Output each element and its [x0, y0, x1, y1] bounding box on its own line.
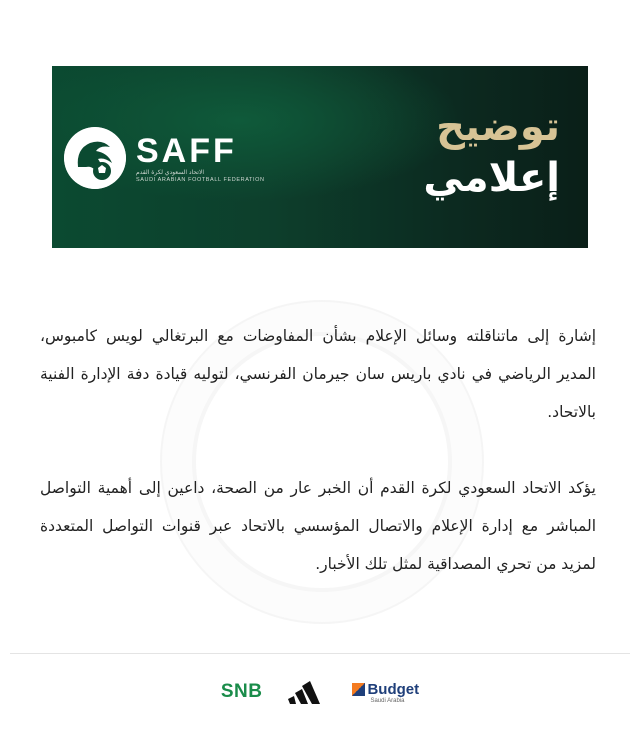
budget-logo	[352, 681, 419, 704]
budget-mark-icon	[352, 683, 365, 696]
logo-wordmark: SAFF	[136, 131, 237, 170]
adidas-logo-icon	[288, 680, 326, 704]
logo-subtitle-english: SAUDI ARABIAN FOOTBALL FEDERATION	[136, 176, 265, 183]
budget-name: Budget	[367, 680, 420, 698]
logo-subtitle-arabic: الاتحاد السعودي لكرة القدم	[136, 168, 205, 176]
title-line-1: توضيح	[436, 104, 560, 150]
footer-divider	[10, 653, 630, 654]
title-line-2: إعلامي	[423, 155, 560, 201]
falcon-ball-icon	[64, 127, 126, 189]
statement-paragraph-2: يؤكد الاتحاد السعودي لكرة القدم أن الخبر عار من الصحة، داعين إلى أهمية التواصل المباشر مع إدارة الإعلام والاتصال المؤسسي بالاتحاد عبر قنوات التواصل المتعددة لمزيد من تحري المصداقية لمثل تلك الأخبار.	[40, 479, 596, 573]
header-banner	[52, 66, 588, 248]
snb-logo: SNB	[220, 681, 263, 702]
banner-title	[423, 102, 560, 204]
budget-subtitle: Saudi Arabia	[370, 697, 405, 704]
statement-paragraph-1: إشارة إلى ماتناقلته وسائل الإعلام بشأن المفاوضات مع البرتغالي لويس كامبوس، المدير الرياضي في نادي باريس سان جيرمان الفرنسي، لتوليه قيادة دفة الإدارة الفنية بالاتحاد.	[40, 327, 596, 421]
sponsor-logos	[0, 672, 640, 712]
saff-logo	[64, 123, 265, 193]
